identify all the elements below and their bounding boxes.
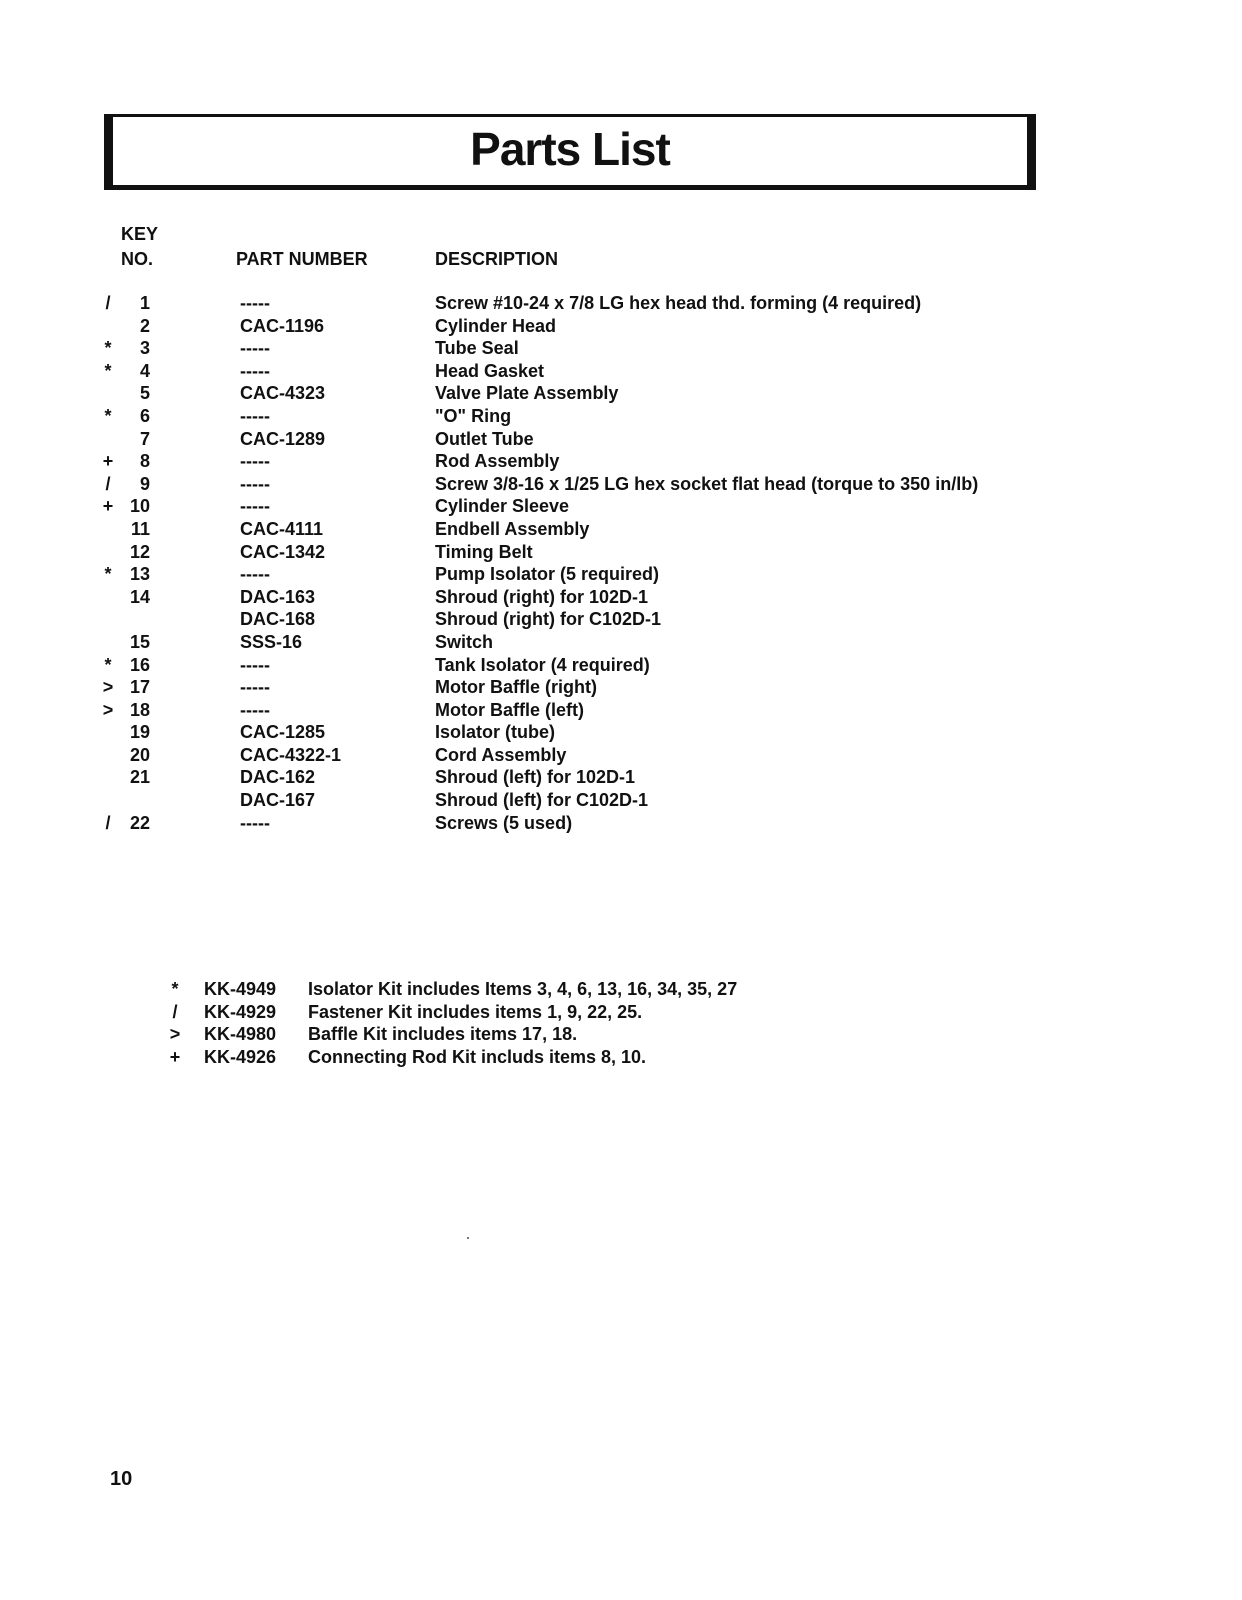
part-number: ----- (240, 405, 270, 426)
table-row (0, 766, 1242, 789)
table-row (0, 654, 1242, 677)
kit-symbol: * (104, 654, 112, 675)
kit-legend-symbol: / (172, 1001, 178, 1022)
table-row (0, 292, 1242, 315)
part-description: Endbell Assembly (435, 518, 590, 539)
key-number: 6 (139, 405, 150, 426)
part-number: ----- (240, 812, 270, 833)
part-description: Cylinder Sleeve (435, 496, 570, 517)
kit-symbol: * (104, 564, 112, 585)
table-row (0, 495, 1242, 518)
part-description: Shroud (left) for 102D-1 (435, 767, 636, 788)
table-row (0, 405, 1242, 428)
key-number: 21 (129, 767, 150, 788)
header-no: NO. (121, 249, 154, 269)
table-row (0, 676, 1242, 699)
key-number: 5 (139, 383, 150, 404)
kit-row (0, 1046, 1242, 1069)
table-row (0, 473, 1242, 496)
key-number: 22 (129, 812, 150, 833)
kit-symbol: / (105, 293, 111, 313)
kit-legend-symbol: > (169, 1024, 181, 1045)
key-number: 12 (129, 541, 150, 562)
part-number: ----- (240, 360, 270, 381)
kit-description: Connecting Rod Kit includs items 8, 10. (308, 1046, 647, 1067)
key-number: 9 (139, 473, 150, 494)
table-row (0, 608, 1242, 631)
part-number: ----- (240, 654, 270, 675)
key-number: 8 (139, 451, 150, 472)
kit-row (0, 1001, 1242, 1024)
part-description: Screw 3/8-16 x 1/25 LG hex socket flat head (torque to 350 in/lb) (435, 473, 979, 494)
key-number: 1 (139, 293, 150, 313)
key-number: 2 (139, 315, 150, 336)
kit-symbol: * (104, 338, 112, 359)
kit-symbol: * (104, 405, 112, 426)
part-description: Rod Assembly (435, 451, 560, 472)
part-number: CAC-4322-1 (240, 744, 342, 765)
part-number: CAC-1342 (240, 541, 326, 562)
table-row (0, 721, 1242, 744)
page-title: Parts List (470, 123, 670, 175)
part-description: Screws (5 used) (435, 812, 573, 833)
part-number: ----- (240, 473, 270, 494)
part-description: Pump Isolator (5 required) (435, 564, 660, 585)
part-description: Tank Isolator (4 required) (435, 654, 650, 675)
table-row (0, 541, 1242, 564)
part-number: DAC-162 (240, 767, 316, 788)
part-description: Motor Baffle (right) (435, 677, 597, 698)
part-description: Valve Plate Assembly (435, 383, 619, 404)
part-number: ----- (240, 293, 270, 313)
kit-symbol: + (102, 451, 114, 472)
key-number: 14 (129, 586, 150, 607)
key-number: 19 (129, 722, 150, 743)
part-number: DAC-167 (240, 790, 316, 811)
table-row (0, 450, 1242, 473)
part-number: ----- (240, 677, 270, 698)
kit-symbol: + (102, 496, 114, 517)
part-number: CAC-1196 (240, 315, 325, 336)
part-description: Cord Assembly (435, 744, 567, 765)
part-description: Shroud (right) for C102D-1 (435, 609, 662, 630)
parts-table (0, 292, 1242, 834)
part-number: DAC-168 (240, 609, 316, 630)
table-row (0, 518, 1242, 541)
table-row (0, 699, 1242, 722)
key-number: 16 (129, 654, 150, 675)
key-number: 15 (129, 631, 150, 652)
key-number: 18 (129, 699, 150, 720)
part-description: Screw #10-24 x 7/8 LG hex head thd. forming (4 required) (435, 293, 922, 313)
kit-legend-symbol: + (169, 1046, 181, 1067)
part-description: Motor Baffle (left) (435, 699, 584, 720)
kit-description: Isolator Kit includes Items 3, 4, 6, 13, 16, 34, 35, 27 (308, 979, 738, 999)
table-row (0, 315, 1242, 338)
kit-symbol: / (105, 812, 111, 833)
kit-symbol: > (102, 699, 114, 720)
scan-speck (467, 1237, 469, 1239)
header-key: KEY (121, 224, 159, 244)
table-row (0, 337, 1242, 360)
part-description: Switch (435, 631, 494, 652)
part-number: DAC-163 (240, 586, 316, 607)
kit-symbol: > (102, 677, 114, 698)
part-number: CAC-4323 (240, 383, 326, 404)
kit-legend-symbol: * (171, 979, 179, 999)
part-description: Shroud (right) for 102D-1 (435, 586, 649, 607)
header-part-number: PART NUMBER (236, 249, 368, 269)
table-row (0, 586, 1242, 609)
key-number: 3 (139, 338, 150, 359)
part-number: SSS-16 (240, 631, 303, 652)
kit-symbol: * (104, 360, 112, 381)
key-number: 10 (129, 496, 150, 517)
kit-description: Baffle Kit includes items 17, 18. (308, 1024, 578, 1045)
part-number: CAC-4111 (240, 518, 324, 539)
kit-code: KK-4980 (204, 1024, 277, 1045)
part-number: CAC-1285 (240, 722, 326, 743)
part-description: Tube Seal (435, 338, 519, 359)
table-row (0, 428, 1242, 451)
part-number: ----- (240, 564, 270, 585)
part-description: Head Gasket (435, 360, 545, 381)
part-description: Shroud (left) for C102D-1 (435, 790, 649, 811)
key-number: 7 (139, 428, 150, 449)
key-number: 11 (130, 518, 150, 539)
part-description: Outlet Tube (435, 428, 534, 449)
part-number: ----- (240, 451, 270, 472)
part-number: ----- (240, 338, 270, 359)
part-number: ----- (240, 496, 270, 517)
part-description: Isolator (tube) (435, 722, 555, 743)
table-row (0, 563, 1242, 586)
table-row (0, 744, 1242, 767)
part-number: CAC-1289 (240, 428, 326, 449)
table-row (0, 812, 1242, 835)
table-row (0, 360, 1242, 383)
page-number: 10 (110, 1468, 133, 1490)
kit-code: KK-4926 (204, 1046, 277, 1067)
part-description: Timing Belt (435, 541, 533, 562)
key-number: 13 (129, 564, 150, 585)
kit-code: KK-4929 (204, 1001, 277, 1022)
kit-symbol: / (105, 473, 111, 494)
title-box (104, 114, 1036, 190)
part-description: "O" Ring (435, 405, 512, 426)
kit-code: KK-4949 (204, 979, 277, 999)
kit-row (0, 978, 1242, 1001)
kit-legend (0, 978, 1242, 1068)
kit-row (0, 1023, 1242, 1046)
key-number: 4 (139, 360, 150, 381)
part-number: ----- (240, 699, 270, 720)
key-number: 17 (129, 677, 150, 698)
table-row (0, 382, 1242, 405)
header-description: DESCRIPTION (435, 249, 559, 269)
kit-description: Fastener Kit includes items 1, 9, 22, 25. (308, 1001, 643, 1022)
part-description: Cylinder Head (435, 315, 557, 336)
key-number: 20 (129, 744, 150, 765)
table-row (0, 789, 1242, 812)
table-row (0, 631, 1242, 654)
